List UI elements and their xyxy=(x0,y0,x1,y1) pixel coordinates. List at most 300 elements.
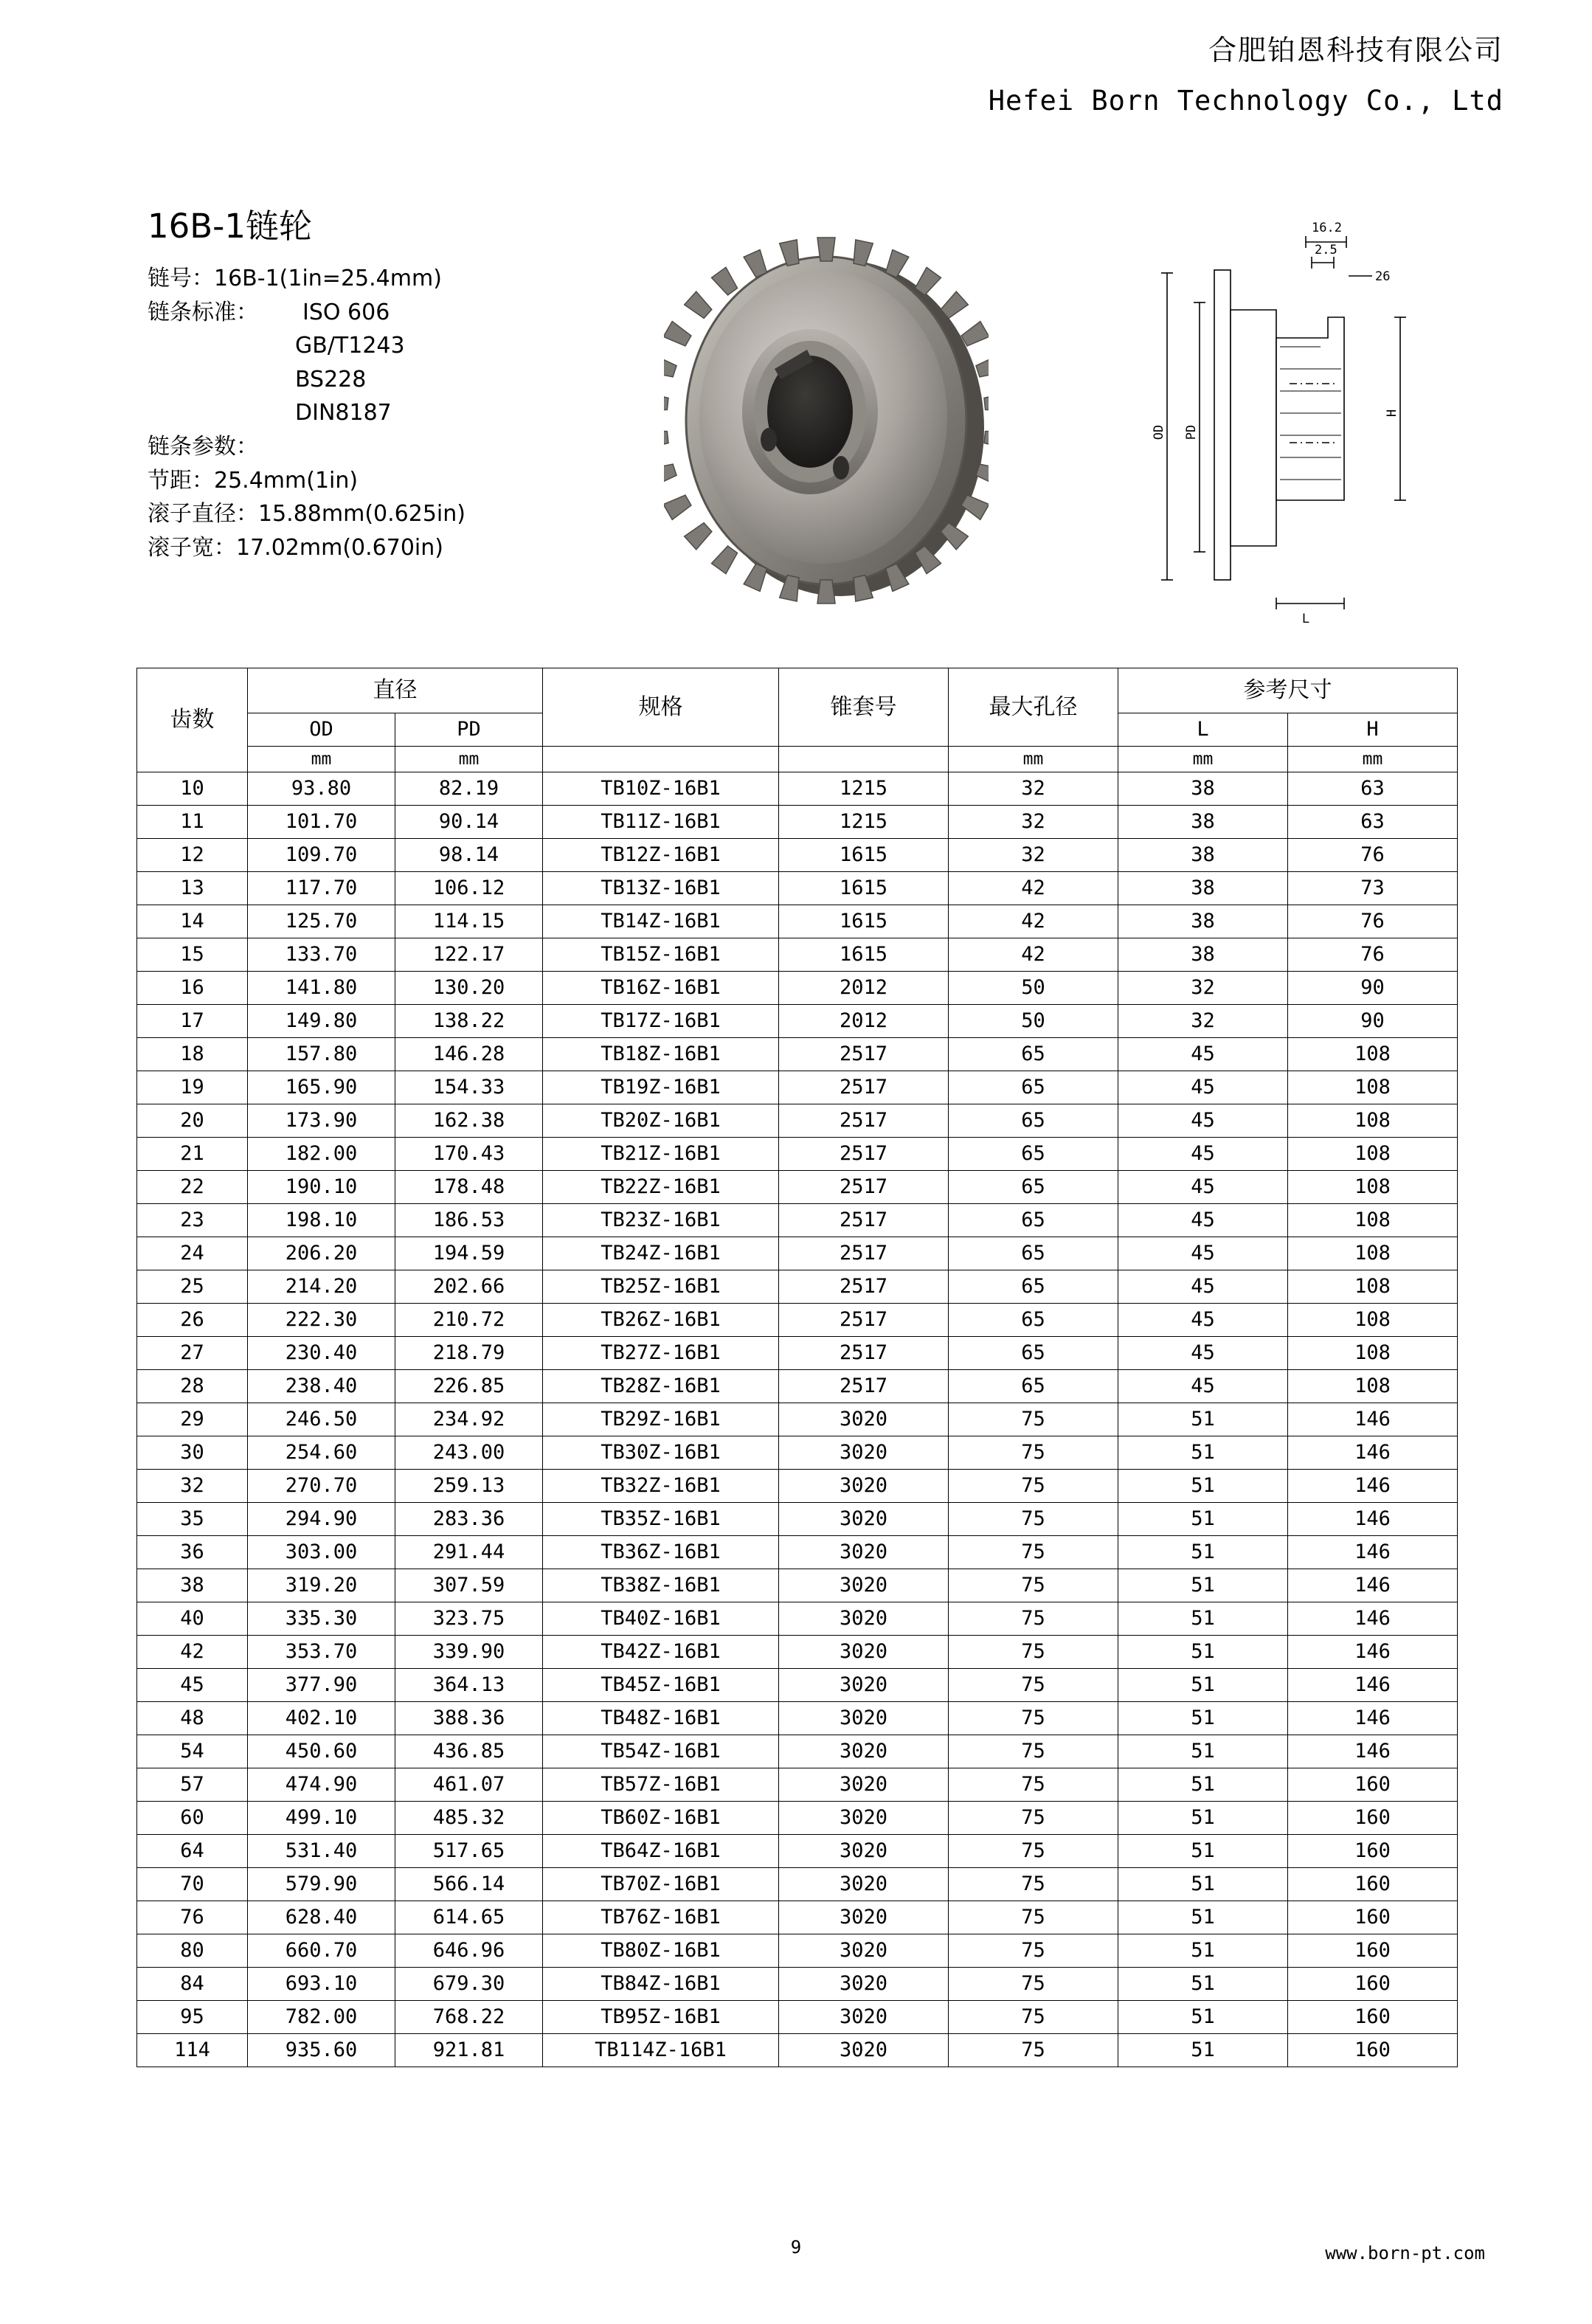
cell-l: 51 xyxy=(1118,1968,1288,2001)
cell-bush-no: 3020 xyxy=(779,1436,949,1470)
cell-spec: TB15Z-16B1 xyxy=(543,938,779,972)
header-max-bore: 最大孔径 xyxy=(949,668,1118,747)
cell-max-bore: 75 xyxy=(949,2001,1118,2034)
standard-iso: ISO 606 xyxy=(302,299,390,325)
cell-teeth: 10 xyxy=(137,772,248,806)
cell-max-bore: 65 xyxy=(949,1138,1118,1171)
dim-label-25: 2.5 xyxy=(1315,243,1337,257)
cell-l: 51 xyxy=(1118,1536,1288,1569)
cell-spec: TB45Z-16B1 xyxy=(543,1669,779,1702)
cell-od: 93.80 xyxy=(248,772,395,806)
cell-bush-no: 2517 xyxy=(779,1071,949,1104)
cell-spec: TB30Z-16B1 xyxy=(543,1436,779,1470)
header-bush-no: 锥套号 xyxy=(779,668,949,747)
cell-h: 160 xyxy=(1288,1768,1458,1802)
cell-teeth: 29 xyxy=(137,1403,248,1436)
cell-spec: TB11Z-16B1 xyxy=(543,806,779,839)
cell-h: 108 xyxy=(1288,1038,1458,1071)
cell-teeth: 12 xyxy=(137,839,248,872)
cell-bush-no: 2517 xyxy=(779,1138,949,1171)
cell-pd: 106.12 xyxy=(395,872,543,905)
table-row xyxy=(137,1304,1458,1337)
header-pd: PD xyxy=(395,713,543,747)
cell-l: 32 xyxy=(1118,972,1288,1005)
cell-spec: TB95Z-16B1 xyxy=(543,2001,779,2034)
dim-label-26: 26 xyxy=(1375,269,1391,284)
cell-h: 146 xyxy=(1288,1636,1458,1669)
cell-pd: 130.20 xyxy=(395,972,543,1005)
cell-od: 499.10 xyxy=(248,1802,395,1835)
cell-spec: TB14Z-16B1 xyxy=(543,905,779,938)
cell-pd: 114.15 xyxy=(395,905,543,938)
cell-bush-no: 3020 xyxy=(779,1470,949,1503)
cell-max-bore: 50 xyxy=(949,1005,1118,1038)
cell-l: 51 xyxy=(1118,1602,1288,1636)
table-row xyxy=(137,1768,1458,1802)
cell-od: 246.50 xyxy=(248,1403,395,1436)
cell-od: 214.20 xyxy=(248,1270,395,1304)
cell-pd: 921.81 xyxy=(395,2034,543,2067)
cell-bush-no: 2517 xyxy=(779,1237,949,1270)
cell-h: 90 xyxy=(1288,972,1458,1005)
cell-pd: 210.72 xyxy=(395,1304,543,1337)
header-l: L xyxy=(1118,713,1288,747)
cell-pd: 186.53 xyxy=(395,1204,543,1237)
table-row xyxy=(137,1802,1458,1835)
cell-pd: 461.07 xyxy=(395,1768,543,1802)
chain-standard-line xyxy=(148,296,466,330)
cell-l: 45 xyxy=(1118,1270,1288,1304)
cell-teeth: 15 xyxy=(137,938,248,972)
cell-spec: TB54Z-16B1 xyxy=(543,1735,779,1768)
cell-od: 173.90 xyxy=(248,1104,395,1138)
cell-od: 182.00 xyxy=(248,1138,395,1171)
cell-pd: 291.44 xyxy=(395,1536,543,1569)
cell-h: 108 xyxy=(1288,1138,1458,1171)
header-unit-bore: mm xyxy=(949,747,1118,772)
cell-teeth: 26 xyxy=(137,1304,248,1337)
table-header-row-3 xyxy=(137,747,1458,772)
table-row xyxy=(137,1204,1458,1237)
table-row xyxy=(137,806,1458,839)
cell-spec: TB60Z-16B1 xyxy=(543,1802,779,1835)
table-row xyxy=(137,1735,1458,1768)
cell-pd: 194.59 xyxy=(395,1237,543,1270)
cell-pd: 218.79 xyxy=(395,1337,543,1370)
cell-bush-no: 3020 xyxy=(779,2001,949,2034)
cell-pd: 259.13 xyxy=(395,1470,543,1503)
cell-l: 51 xyxy=(1118,1802,1288,1835)
table-row xyxy=(137,772,1458,806)
cell-bush-no: 3020 xyxy=(779,1403,949,1436)
header-unit-pd: mm xyxy=(395,747,543,772)
table-row xyxy=(137,1436,1458,1470)
cell-max-bore: 75 xyxy=(949,1636,1118,1669)
pitch-line: 节距：25.4mm(1in) xyxy=(148,467,359,494)
cell-l: 38 xyxy=(1118,839,1288,872)
header-unit-l: mm xyxy=(1118,747,1288,772)
cell-teeth: 21 xyxy=(137,1138,248,1171)
company-name-chinese: 合肥铂恩科技有限公司 xyxy=(1208,34,1503,66)
cell-max-bore: 75 xyxy=(949,1536,1118,1569)
sprocket-table xyxy=(136,668,1458,2067)
dim-label-l: L xyxy=(1301,612,1310,626)
cell-od: 230.40 xyxy=(248,1337,395,1370)
page-title: 16B-1链轮 xyxy=(148,207,313,246)
cell-pd: 243.00 xyxy=(395,1436,543,1470)
cell-h: 146 xyxy=(1288,1503,1458,1536)
cell-bush-no: 2012 xyxy=(779,972,949,1005)
cell-h: 73 xyxy=(1288,872,1458,905)
cell-teeth: 13 xyxy=(137,872,248,905)
cell-pd: 234.92 xyxy=(395,1403,543,1436)
cell-max-bore: 65 xyxy=(949,1270,1118,1304)
table-row xyxy=(137,1370,1458,1403)
cell-h: 146 xyxy=(1288,1436,1458,1470)
cell-teeth: 19 xyxy=(137,1071,248,1104)
cell-max-bore: 65 xyxy=(949,1304,1118,1337)
cell-max-bore: 42 xyxy=(949,905,1118,938)
cell-pd: 307.59 xyxy=(395,1569,543,1602)
cell-bush-no: 3020 xyxy=(779,1636,949,1669)
cell-teeth: 54 xyxy=(137,1735,248,1768)
cell-l: 45 xyxy=(1118,1138,1288,1171)
cell-l: 45 xyxy=(1118,1104,1288,1138)
header-unit-od: mm xyxy=(248,747,395,772)
cell-bush-no: 1615 xyxy=(779,905,949,938)
table-row xyxy=(137,1337,1458,1370)
cell-l: 45 xyxy=(1118,1237,1288,1270)
cell-bush-no: 1215 xyxy=(779,806,949,839)
cell-l: 38 xyxy=(1118,938,1288,972)
cell-h: 90 xyxy=(1288,1005,1458,1038)
table-row xyxy=(137,972,1458,1005)
cell-h: 160 xyxy=(1288,1802,1458,1835)
cell-bush-no: 3020 xyxy=(779,1536,949,1569)
cell-max-bore: 75 xyxy=(949,1702,1118,1735)
chain-param-label: 链条参数： xyxy=(148,433,258,460)
cell-h: 146 xyxy=(1288,1470,1458,1503)
cell-bush-no: 3020 xyxy=(779,1602,949,1636)
table-row xyxy=(137,1171,1458,1204)
footer-website: www.born-pt.com xyxy=(1325,2243,1485,2264)
cell-l: 51 xyxy=(1118,1934,1288,1968)
roller-diameter-line: 滚子直径：15.88mm(0.625in) xyxy=(148,501,466,528)
cell-max-bore: 65 xyxy=(949,1071,1118,1104)
cell-spec: TB114Z-16B1 xyxy=(543,2034,779,2067)
cell-teeth: 11 xyxy=(137,806,248,839)
cell-max-bore: 65 xyxy=(949,1204,1118,1237)
dim-label-od: OD xyxy=(1152,424,1166,440)
cell-od: 157.80 xyxy=(248,1038,395,1071)
cell-spec: TB57Z-16B1 xyxy=(543,1768,779,1802)
cell-h: 108 xyxy=(1288,1204,1458,1237)
cell-teeth: 23 xyxy=(137,1204,248,1237)
cell-h: 146 xyxy=(1288,1569,1458,1602)
cell-teeth: 42 xyxy=(137,1636,248,1669)
cell-pd: 679.30 xyxy=(395,1968,543,2001)
cell-spec: TB16Z-16B1 xyxy=(543,972,779,1005)
cell-spec: TB18Z-16B1 xyxy=(543,1038,779,1071)
cell-od: 474.90 xyxy=(248,1768,395,1802)
cell-pd: 517.65 xyxy=(395,1835,543,1868)
cell-pd: 436.85 xyxy=(395,1735,543,1768)
cell-spec: TB25Z-16B1 xyxy=(543,1270,779,1304)
cell-l: 45 xyxy=(1118,1204,1288,1237)
cell-spec: TB36Z-16B1 xyxy=(543,1536,779,1569)
table-header xyxy=(137,668,1458,772)
cell-h: 108 xyxy=(1288,1237,1458,1270)
header-spec: 规格 xyxy=(543,668,779,747)
table-row xyxy=(137,1503,1458,1536)
cell-max-bore: 75 xyxy=(949,1569,1118,1602)
cell-bush-no: 2517 xyxy=(779,1038,949,1071)
table-row xyxy=(137,1071,1458,1104)
cell-od: 303.00 xyxy=(248,1536,395,1569)
cell-h: 63 xyxy=(1288,806,1458,839)
cell-spec: TB38Z-16B1 xyxy=(543,1569,779,1602)
cell-max-bore: 50 xyxy=(949,972,1118,1005)
table-row xyxy=(137,1636,1458,1669)
sprocket-image xyxy=(664,214,989,627)
cell-od: 238.40 xyxy=(248,1370,395,1403)
cell-spec: TB70Z-16B1 xyxy=(543,1868,779,1901)
cell-teeth: 24 xyxy=(137,1237,248,1270)
cell-od: 628.40 xyxy=(248,1901,395,1934)
cell-od: 141.80 xyxy=(248,972,395,1005)
cell-bush-no: 2517 xyxy=(779,1370,949,1403)
cell-h: 146 xyxy=(1288,1602,1458,1636)
cell-h: 146 xyxy=(1288,1669,1458,1702)
table-row xyxy=(137,872,1458,905)
cell-max-bore: 75 xyxy=(949,2034,1118,2067)
cell-bush-no: 3020 xyxy=(779,1669,949,1702)
cell-max-bore: 75 xyxy=(949,1868,1118,1901)
chain-number-label: 链号： xyxy=(148,266,214,291)
cell-l: 38 xyxy=(1118,872,1288,905)
cell-h: 160 xyxy=(1288,2001,1458,2034)
table-body xyxy=(137,772,1458,2067)
cell-max-bore: 65 xyxy=(949,1370,1118,1403)
cell-teeth: 40 xyxy=(137,1602,248,1636)
cell-spec: TB48Z-16B1 xyxy=(543,1702,779,1735)
cell-bush-no: 3020 xyxy=(779,1503,949,1536)
cell-teeth: 17 xyxy=(137,1005,248,1038)
cell-od: 531.40 xyxy=(248,1835,395,1868)
table-row xyxy=(137,1835,1458,1868)
cell-h: 76 xyxy=(1288,905,1458,938)
table-row xyxy=(137,1901,1458,1934)
cell-l: 45 xyxy=(1118,1171,1288,1204)
cell-spec: TB24Z-16B1 xyxy=(543,1237,779,1270)
cell-l: 51 xyxy=(1118,1669,1288,1702)
cell-h: 76 xyxy=(1288,938,1458,972)
cell-spec: TB10Z-16B1 xyxy=(543,772,779,806)
header-ref-group: 参考尺寸 xyxy=(1118,668,1458,713)
cell-spec: TB84Z-16B1 xyxy=(543,1968,779,2001)
cell-bush-no: 2517 xyxy=(779,1270,949,1304)
cell-teeth: 80 xyxy=(137,1934,248,1968)
cell-teeth: 27 xyxy=(137,1337,248,1370)
header-teeth: 齿数 xyxy=(137,668,248,772)
cell-max-bore: 75 xyxy=(949,1669,1118,1702)
cell-od: 353.70 xyxy=(248,1636,395,1669)
cell-bush-no: 3020 xyxy=(779,1835,949,1868)
cell-spec: TB76Z-16B1 xyxy=(543,1901,779,1934)
table-row xyxy=(137,2001,1458,2034)
cell-teeth: 30 xyxy=(137,1436,248,1470)
cell-max-bore: 75 xyxy=(949,1835,1118,1868)
dim-label-pd: PD xyxy=(1184,424,1199,440)
cell-bush-no: 2012 xyxy=(779,1005,949,1038)
table-row xyxy=(137,1569,1458,1602)
header-unit-bush xyxy=(779,747,949,772)
cell-pd: 82.19 xyxy=(395,772,543,806)
cell-teeth: 25 xyxy=(137,1270,248,1304)
cell-l: 38 xyxy=(1118,905,1288,938)
cell-l: 51 xyxy=(1118,1569,1288,1602)
cell-od: 190.10 xyxy=(248,1171,395,1204)
cell-h: 146 xyxy=(1288,1536,1458,1569)
cell-max-bore: 32 xyxy=(949,806,1118,839)
cell-h: 108 xyxy=(1288,1370,1458,1403)
cell-od: 377.90 xyxy=(248,1669,395,1702)
cell-teeth: 114 xyxy=(137,2034,248,2067)
cell-max-bore: 42 xyxy=(949,938,1118,972)
cell-od: 693.10 xyxy=(248,1968,395,2001)
cell-max-bore: 32 xyxy=(949,839,1118,872)
cell-h: 63 xyxy=(1288,772,1458,806)
cell-l: 51 xyxy=(1118,1901,1288,1934)
cell-teeth: 45 xyxy=(137,1669,248,1702)
cell-pd: 485.32 xyxy=(395,1802,543,1835)
cell-teeth: 14 xyxy=(137,905,248,938)
standard-gbt: GB/T1243 xyxy=(295,333,405,359)
cell-od: 149.80 xyxy=(248,1005,395,1038)
cell-pd: 614.65 xyxy=(395,1901,543,1934)
cell-l: 45 xyxy=(1118,1304,1288,1337)
dimension-drawing xyxy=(1055,199,1483,627)
cell-h: 108 xyxy=(1288,1270,1458,1304)
cell-od: 782.00 xyxy=(248,2001,395,2034)
cell-l: 51 xyxy=(1118,1735,1288,1768)
cell-bush-no: 3020 xyxy=(779,1968,949,2001)
cell-pd: 226.85 xyxy=(395,1370,543,1403)
cell-h: 160 xyxy=(1288,1968,1458,2001)
cell-l: 51 xyxy=(1118,1868,1288,1901)
cell-spec: TB19Z-16B1 xyxy=(543,1071,779,1104)
table-row xyxy=(137,905,1458,938)
cell-l: 51 xyxy=(1118,2001,1288,2034)
cell-h: 108 xyxy=(1288,1304,1458,1337)
cell-max-bore: 65 xyxy=(949,1337,1118,1370)
cell-teeth: 95 xyxy=(137,2001,248,2034)
cell-bush-no: 3020 xyxy=(779,1868,949,1901)
cell-pd: 202.66 xyxy=(395,1270,543,1304)
standard-din: DIN8187 xyxy=(295,400,392,426)
cell-bush-no: 3020 xyxy=(779,1702,949,1735)
cell-l: 38 xyxy=(1118,806,1288,839)
cell-h: 108 xyxy=(1288,1337,1458,1370)
cell-spec: TB13Z-16B1 xyxy=(543,872,779,905)
cell-max-bore: 75 xyxy=(949,1968,1118,2001)
cell-h: 108 xyxy=(1288,1104,1458,1138)
table-row xyxy=(137,2034,1458,2067)
cell-teeth: 38 xyxy=(137,1569,248,1602)
cell-od: 935.60 xyxy=(248,2034,395,2067)
document-header xyxy=(989,30,1503,122)
cell-l: 51 xyxy=(1118,2034,1288,2067)
cell-od: 198.10 xyxy=(248,1204,395,1237)
cell-max-bore: 75 xyxy=(949,1436,1118,1470)
cell-bush-no: 3020 xyxy=(779,1934,949,1968)
cell-l: 51 xyxy=(1118,1470,1288,1503)
cell-spec: TB80Z-16B1 xyxy=(543,1934,779,1968)
cell-l: 51 xyxy=(1118,1636,1288,1669)
cell-max-bore: 42 xyxy=(949,872,1118,905)
cell-h: 160 xyxy=(1288,1901,1458,1934)
cell-l: 45 xyxy=(1118,1370,1288,1403)
cell-h: 160 xyxy=(1288,1835,1458,1868)
table-header-row-1 xyxy=(137,668,1458,713)
cell-pd: 178.48 xyxy=(395,1171,543,1204)
table-row xyxy=(137,1005,1458,1038)
table-row xyxy=(137,1270,1458,1304)
table-row xyxy=(137,1934,1458,1968)
cell-teeth: 16 xyxy=(137,972,248,1005)
cell-teeth: 18 xyxy=(137,1038,248,1071)
cell-max-bore: 32 xyxy=(949,772,1118,806)
cell-l: 51 xyxy=(1118,1436,1288,1470)
cell-max-bore: 65 xyxy=(949,1237,1118,1270)
cell-h: 76 xyxy=(1288,839,1458,872)
cell-pd: 98.14 xyxy=(395,839,543,872)
cell-bush-no: 3020 xyxy=(779,1768,949,1802)
cell-spec: TB35Z-16B1 xyxy=(543,1503,779,1536)
cell-max-bore: 75 xyxy=(949,1802,1118,1835)
table-row xyxy=(137,1038,1458,1071)
company-name-english: Hefei Born Technology Co., Ltd xyxy=(988,85,1503,117)
cell-l: 51 xyxy=(1118,1768,1288,1802)
cell-teeth: 32 xyxy=(137,1470,248,1503)
cell-spec: TB21Z-16B1 xyxy=(543,1138,779,1171)
cell-pd: 388.36 xyxy=(395,1702,543,1735)
cell-spec: TB22Z-16B1 xyxy=(543,1171,779,1204)
cell-bush-no: 3020 xyxy=(779,2034,949,2067)
cell-max-bore: 65 xyxy=(949,1104,1118,1138)
cell-od: 254.60 xyxy=(248,1436,395,1470)
cell-bush-no: 3020 xyxy=(779,1735,949,1768)
header-h: H xyxy=(1288,713,1458,747)
table-row xyxy=(137,1138,1458,1171)
cell-bush-no: 2517 xyxy=(779,1171,949,1204)
cell-pd: 154.33 xyxy=(395,1071,543,1104)
cell-bush-no: 1215 xyxy=(779,772,949,806)
table-row xyxy=(137,1702,1458,1735)
cell-teeth: 48 xyxy=(137,1702,248,1735)
cell-teeth: 57 xyxy=(137,1768,248,1802)
cell-spec: TB27Z-16B1 xyxy=(543,1337,779,1370)
cell-od: 222.30 xyxy=(248,1304,395,1337)
cell-max-bore: 65 xyxy=(949,1171,1118,1204)
cell-pd: 283.36 xyxy=(395,1503,543,1536)
cell-l: 51 xyxy=(1118,1403,1288,1436)
cell-l: 45 xyxy=(1118,1071,1288,1104)
cell-pd: 566.14 xyxy=(395,1868,543,1901)
cell-pd: 146.28 xyxy=(395,1038,543,1071)
cell-od: 402.10 xyxy=(248,1702,395,1735)
cell-bush-no: 3020 xyxy=(779,1901,949,1934)
